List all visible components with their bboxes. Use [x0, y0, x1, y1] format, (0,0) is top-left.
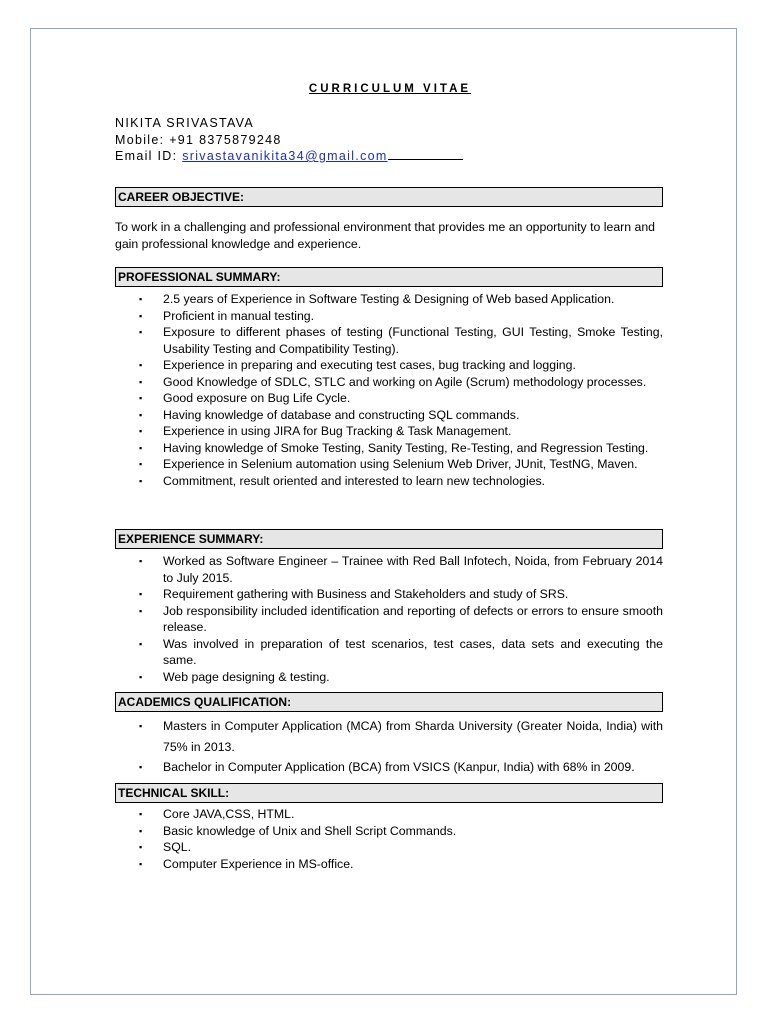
- mobile-number: +91 8375879248: [169, 132, 282, 147]
- list-item: ▪ Web page designing & testing.: [115, 669, 663, 686]
- career-objective-heading: CAREER OBJECTIVE:: [115, 187, 663, 207]
- technical-skill-heading: TECHNICAL SKILL:: [115, 783, 663, 803]
- list-item: ▪ Masters in Computer Application (MCA) from Sharda University (Greater Noida, India) with 75% in 2013.: [115, 716, 663, 757]
- list-item: ▪ SQL.: [115, 839, 663, 856]
- document-title: CURRICULUM VITAE: [308, 83, 472, 95]
- career-objective-text: To work in a challenging and professional environment that provides me an opportunity to learn and gain professional knowledge and experience.: [115, 220, 656, 251]
- list-item: ▪ Proficient in manual testing.: [115, 308, 663, 325]
- list-item: ▪ Computer Experience in MS-office.: [115, 856, 663, 873]
- experience-summary-list: [115, 553, 663, 685]
- list-item: ▪ Having knowledge of Smoke Testing, Sanity Testing, Re-Testing, and Regression Testing.: [115, 440, 663, 457]
- email-label: Email ID:: [115, 149, 178, 163]
- contact-block: [115, 115, 463, 165]
- technical-skill-list: [115, 806, 663, 872]
- list-item: ▪ Experience in using JIRA for Bug Tracking & Task Management.: [115, 423, 663, 440]
- professional-summary-list: [115, 291, 663, 489]
- list-item: ▪ Experience in preparing and executing test cases, bug tracking and logging.: [115, 357, 663, 374]
- list-item: ▪ Bachelor in Computer Application (BCA) from VSICS (Kanpur, India) with 68% in 2009.: [115, 757, 663, 778]
- list-item: ▪ 2.5 years of Experience in Software Testing & Designing of Web based Application.: [115, 291, 663, 308]
- list-item: ▪ Job responsibility included identification and reporting of defects or errors to ensure smooth release.: [115, 603, 663, 636]
- email-link[interactable]: srivastavanikita34@gmail.com: [182, 149, 388, 163]
- academics-list: [115, 716, 663, 778]
- email-line: [115, 148, 463, 165]
- list-item: ▪ Exposure to different phases of testing (Functional Testing, GUI Testing, Smoke Testing, Usability Testing and Compatibility Testing).: [115, 324, 663, 357]
- list-item: ▪ Basic knowledge of Unix and Shell Script Commands.: [115, 823, 663, 840]
- professional-summary-heading: PROFESSIONAL SUMMARY:: [115, 267, 663, 287]
- list-item: ▪ Good exposure on Bug Life Cycle.: [115, 390, 663, 407]
- mobile-line: [115, 132, 463, 149]
- academics-heading: ACADEMICS QUALIFICATION:: [115, 692, 663, 712]
- list-item: ▪ Worked as Software Engineer – Trainee with Red Ball Infotech, Noida, from February 2014 to July 2015.: [115, 553, 663, 586]
- list-item: ▪ Core JAVA,CSS, HTML.: [115, 806, 663, 823]
- candidate-name: NIKITA SRIVASTAVA: [115, 116, 255, 130]
- mobile-label: Mobile:: [115, 132, 165, 147]
- list-item: ▪ Was involved in preparation of test scenarios, test cases, data sets and executing the same.: [115, 636, 663, 669]
- list-item: ▪ Requirement gathering with Business and Stakeholders and study of SRS.: [115, 586, 663, 603]
- email-underline: [388, 148, 463, 160]
- list-item: ▪ Commitment, result oriented and interested to learn new technologies.: [115, 473, 663, 490]
- list-item: ▪ Having knowledge of database and constructing SQL commands.: [115, 407, 663, 424]
- list-item: ▪ Experience in Selenium automation using Selenium Web Driver, JUnit, TestNG, Maven.: [115, 456, 663, 473]
- experience-summary-heading: EXPERIENCE SUMMARY:: [115, 529, 663, 549]
- list-item: ▪ Good Knowledge of SDLC, STLC and working on Agile (Scrum) methodology processes.: [115, 374, 663, 391]
